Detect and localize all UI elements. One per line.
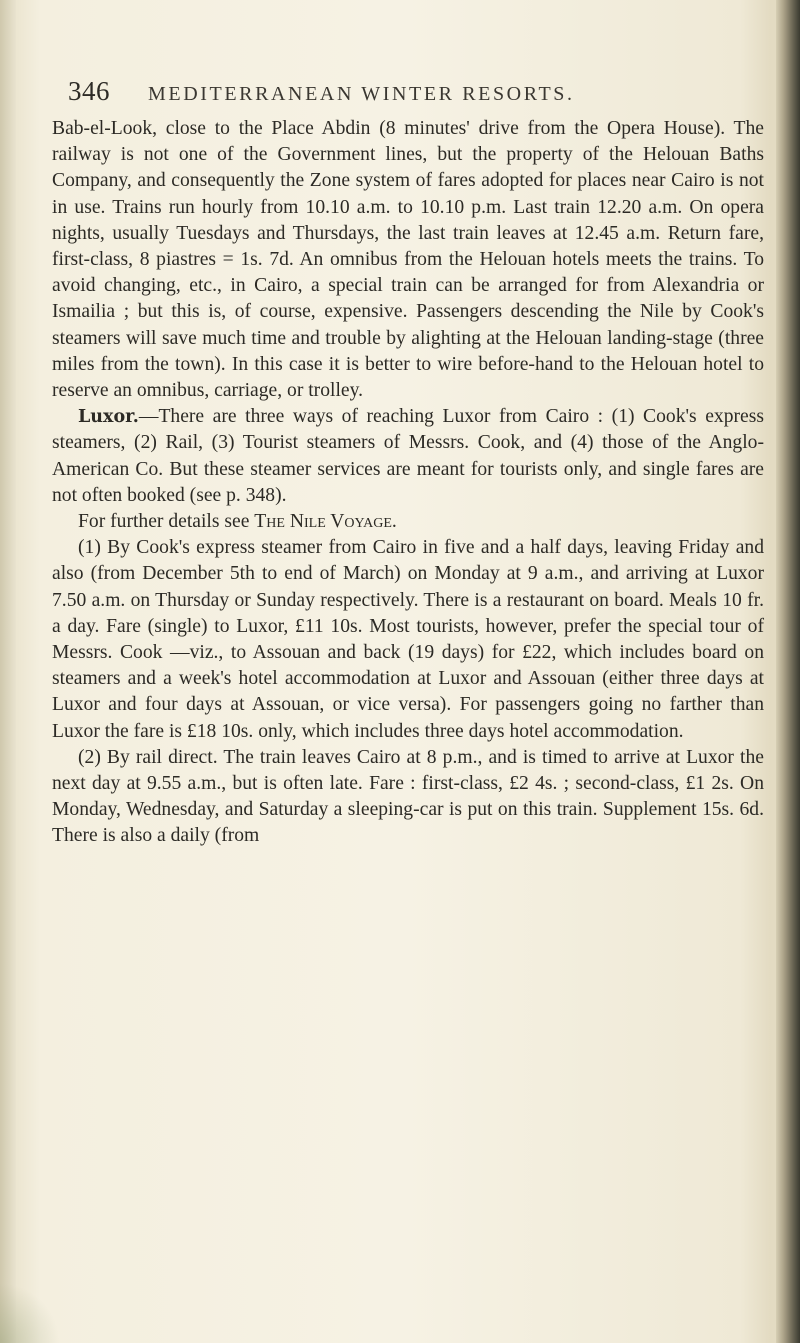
left-page-edge <box>0 0 16 1343</box>
paragraph-helouan-railway: Bab-el-Look, close to the Place Abdin (8 minutes' drive from the Opera House). The railway is not one of the Government lines, but the property of the Helouan Baths Company, and consequently the Zone system of fares adopted for places near Cairo is not in use. Trains run hourly from 10.10 a.m. to 10.10 p.m. Last train 12.20 a.m. On opera nights, usually Tuesdays and Thursdays, the last train leaves at 12.45 a.m. Return fare, first-class, 8 piastres = 1s. 7d. An omnibus from the Helouan hotels meets the trains. To avoid changing, etc., in Cairo, a special train can be arranged for from Alexandria or Ismailia ; but this is, of course, expensive. Passengers descending the Nile by Cook's steamers will save much time and trouble by alighting at the Helouan landing-stage (three miles from the town). In this case it is better to wire before-hand to the Helouan hotel to reserve an omnibus, carriage, or trolley. <box>52 118 764 402</box>
corner-shadow <box>0 1283 60 1343</box>
paragraph-luxor-text: —There are three ways of reaching Luxor from Cairo : (1) Cook's express steamers, (2) Rail, (3) Tourist steamers of Messrs. Cook, and (4) those of the Anglo-American Co. But these steamer services are meant for tourists only, and single fares are not often booked (see p. 348). <box>52 406 764 506</box>
right-page-edge-shadow <box>776 0 800 1343</box>
page-header <box>68 76 748 116</box>
section-lead-luxor: Luxor. <box>78 407 139 428</box>
paragraph-luxor-intro <box>52 404 764 509</box>
cross-reference-nile-voyage: The Nile Voyage. <box>254 511 397 533</box>
running-head: MEDITERRANEAN WINTER RESORTS. <box>148 83 575 105</box>
paragraph-further-details <box>52 509 764 535</box>
further-details-text: For further details see <box>78 511 255 533</box>
paragraph-cooks-express: (1) By Cook's express steamer from Cairo in five and a half days, leaving Friday and also (from December 5th to end of March) on Monday at 9 a.m., and arriving at Luxor 7.50 a.m. on Thursday or Sunday respectively. There is a restaurant on board. Meals 10 fr. a day. Fare (single) to Luxor, £11 10s. Most tourists, however, prefer the special tour of Messrs. Cook —viz., to Assouan and back (19 days) for £22, which includes board on steamers and a week's hotel accommodation at Luxor and Assouan (either three days at Luxor and four days at Assouan, or vice versa). For passengers going no farther than Luxor the fare is £18 10s. only, which includes three days hotel accommodation. <box>52 537 764 742</box>
body-text <box>52 116 764 850</box>
paragraph-rail-direct: (2) By rail direct. The train leaves Cairo at 8 p.m., and is timed to arrive at Luxor the next day at 9.55 a.m., but is often late. Fare : first-class, £2 4s. ; second-class, £1 2s. On Monday, Wednesday, and Saturday a sleeping-car is put on this train. Supplement 15s. 6d. There is also a daily (from <box>52 746 764 847</box>
page-number: 346 <box>68 76 110 106</box>
